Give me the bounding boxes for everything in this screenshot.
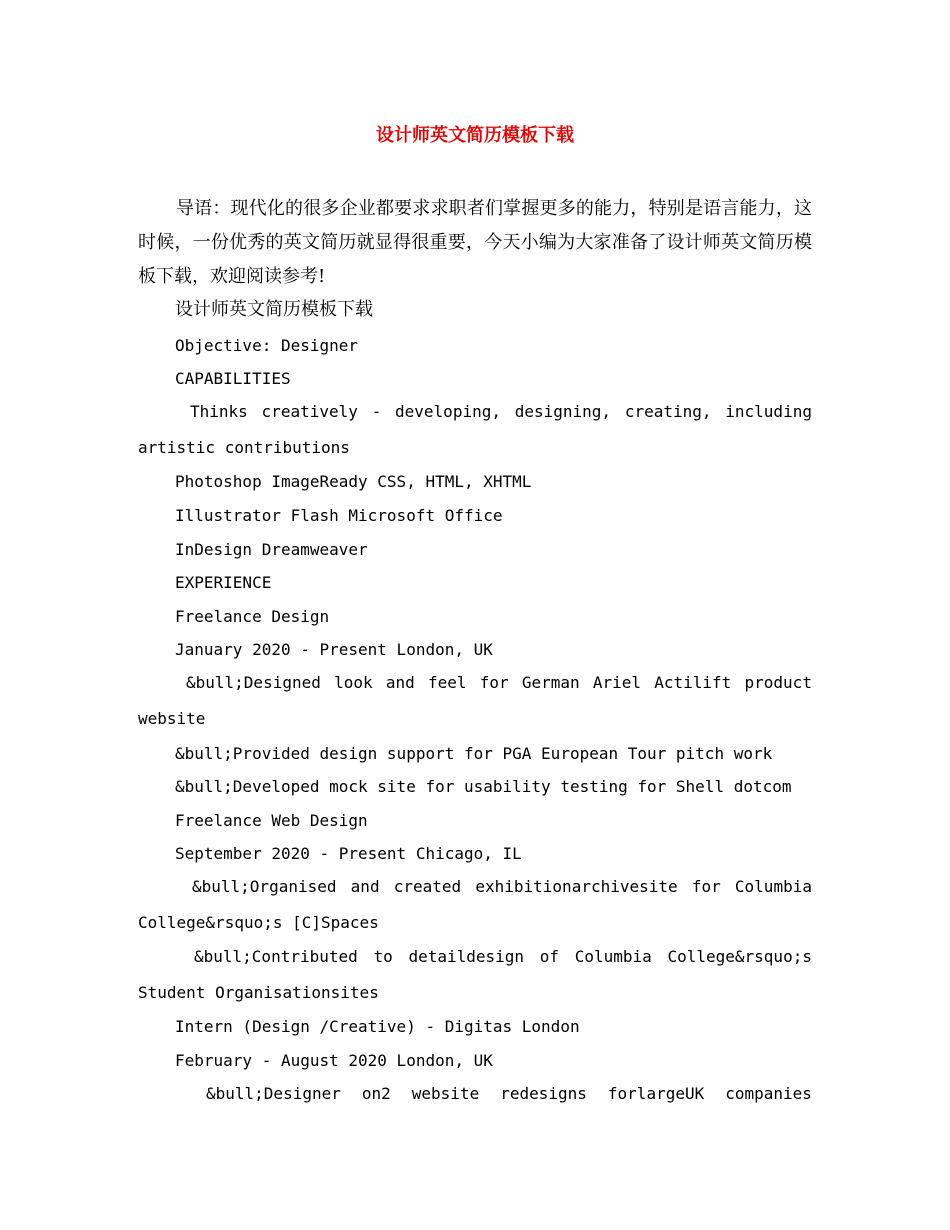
word: of xyxy=(539,947,559,966)
word: designing, xyxy=(514,402,612,421)
job-bullet xyxy=(138,665,812,737)
word: &bull;Designed xyxy=(186,673,321,692)
objective-line: Objective: Designer xyxy=(175,336,359,355)
word: redesigns xyxy=(500,1084,587,1103)
word: Columbia xyxy=(734,877,812,896)
word: product xyxy=(744,673,812,692)
word: for xyxy=(691,877,721,896)
word: companies xyxy=(725,1084,812,1103)
experience-heading: EXPERIENCE xyxy=(175,573,272,592)
word: Ariel xyxy=(592,673,642,692)
paragraph-continuation: College&rsquo;s [C]Spaces xyxy=(138,913,379,932)
job-title: Freelance Design xyxy=(175,607,330,626)
paragraph-continuation: artistic contributions xyxy=(138,438,350,457)
word: - xyxy=(371,402,382,421)
skills-line: InDesign Dreamweaver xyxy=(175,540,368,559)
skills-line: Illustrator Flash Microsoft Office xyxy=(175,506,503,525)
paragraph-continuation: Student Organisationsites xyxy=(138,983,379,1002)
paragraph-continuation: website xyxy=(138,709,206,728)
capabilities-paragraph xyxy=(138,394,812,466)
word: detaildesign xyxy=(408,947,525,966)
word: &bull;Contributed xyxy=(194,947,358,966)
job-bullet: &bull;Developed mock site for usability testing for Shell dotcom xyxy=(175,777,792,796)
word: to xyxy=(373,947,393,966)
word: Actilift xyxy=(654,673,732,692)
intro-paragraph: 导语：现代化的很多企业都要求求职者们掌握更多的能力，特别是语言能力，这时候，一份优秀的英文简历就显得很重要，今天小编为大家准备了设计师英文简历模板下载，欢迎阅读参考! xyxy=(138,198,812,287)
word: feel xyxy=(427,673,467,692)
job-title: Intern (Design /Creative) - Digitas London xyxy=(175,1017,580,1036)
job-bullet xyxy=(138,869,812,941)
word: creating, xyxy=(624,402,712,421)
word: look xyxy=(334,673,373,692)
job-dates: February - August 2020 London, UK xyxy=(175,1051,493,1070)
document-title: 设计师英文简历模板下载 xyxy=(376,125,574,146)
skills-line: Photoshop ImageReady CSS, HTML, XHTML xyxy=(175,472,532,491)
word: on2 xyxy=(361,1084,391,1103)
word: Columbia xyxy=(574,947,652,966)
word: &bull;Designer xyxy=(206,1084,341,1103)
word: Thinks xyxy=(190,402,248,421)
job-dates: January 2020 - Present London, UK xyxy=(175,640,493,659)
subtitle: 设计师英文简历模板下载 xyxy=(175,299,373,320)
word: creatively xyxy=(261,402,358,421)
word: exhibitionarchivesite xyxy=(475,877,678,896)
word: including xyxy=(725,402,812,421)
job-bullet xyxy=(138,939,812,1011)
word: German xyxy=(521,673,580,692)
job-bullet xyxy=(138,1076,812,1112)
word: for xyxy=(479,673,509,692)
capabilities-heading: CAPABILITIES xyxy=(175,369,291,388)
word: and xyxy=(350,877,380,896)
word: website xyxy=(411,1084,480,1103)
word: created xyxy=(393,877,462,896)
word: developing, xyxy=(395,402,501,421)
job-dates: September 2020 - Present Chicago, IL xyxy=(175,844,522,863)
job-bullet: &bull;Provided design support for PGA European Tour pitch work xyxy=(175,744,773,763)
job-title: Freelance Web Design xyxy=(175,811,368,830)
word: College&rsquo;s xyxy=(667,947,812,966)
word: forlargeUK xyxy=(607,1084,705,1103)
word: and xyxy=(385,673,415,692)
word: &bull;Organised xyxy=(192,877,337,896)
